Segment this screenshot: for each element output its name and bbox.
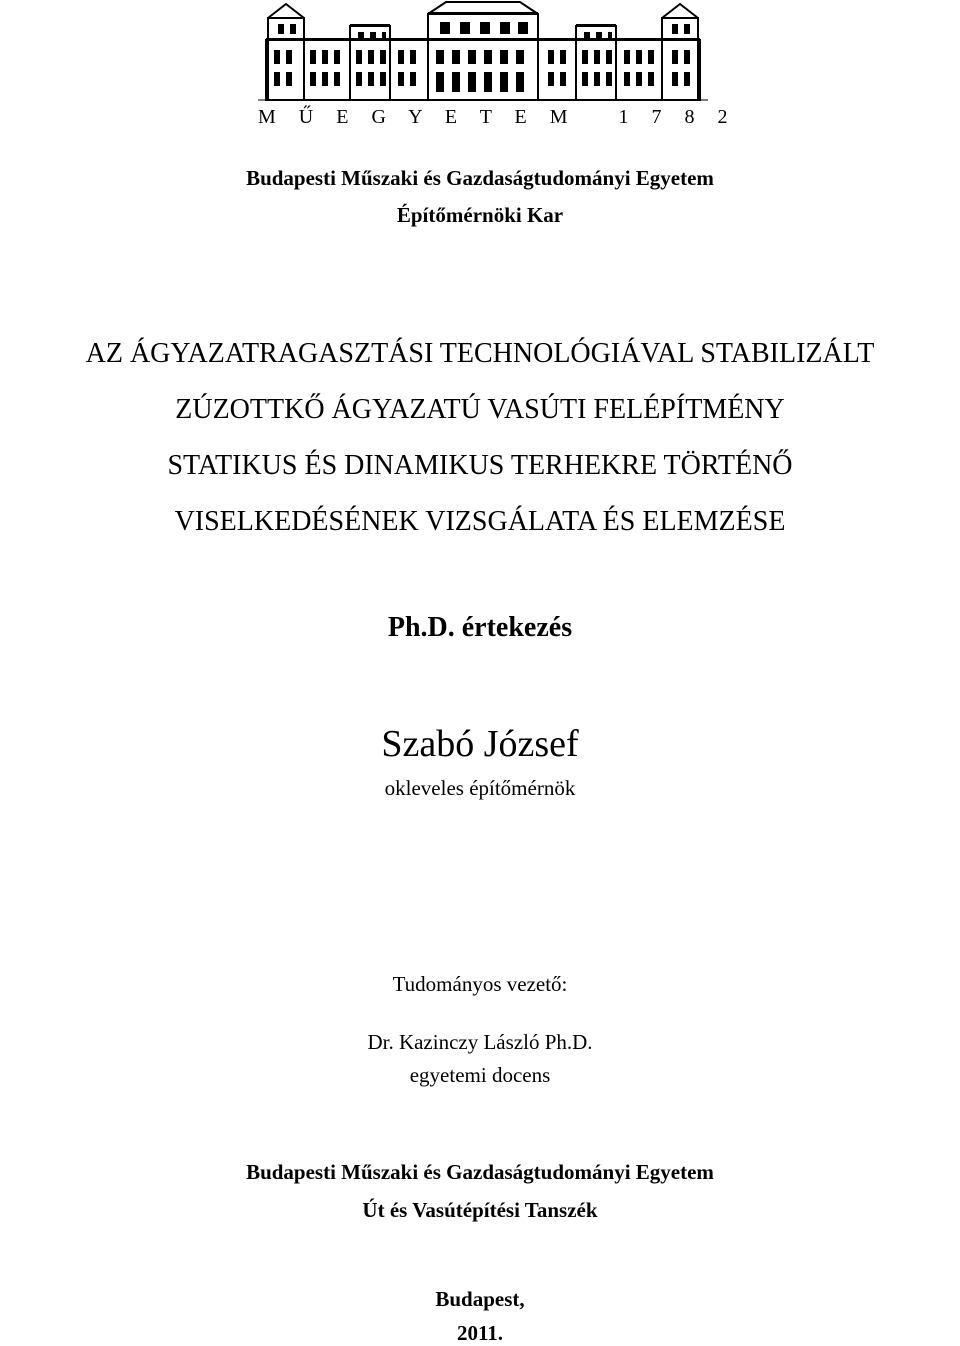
- supervisor-label: Tudományos vezető:: [392, 972, 568, 996]
- university-name: Budapesti Műszaki és Gazdaságtudományi Egyetem: [246, 166, 714, 190]
- supervisor-name: Dr. Kazinczy László Ph.D.: [367, 1030, 593, 1054]
- title-line-2: ZÚZOTTKŐ ÁGYAZATÚ VASÚTI FELÉPÍTMÉNY: [175, 394, 785, 425]
- thesis-type: Ph.D. értekezés: [387, 612, 573, 643]
- title-line-1: AZ ÁGYAZATRAGASZTÁSI TECHNOLÓGIÁVAL STABILIZÁLT: [85, 338, 875, 369]
- footer-university: Budapesti Műszaki és Gazdaságtudományi Egyetem: [246, 1160, 714, 1184]
- footer-city: Budapest,: [435, 1287, 525, 1311]
- title-line-4: VISELKEDÉSÉNEK VIZSGÁLATA ÉS ELEMZÉSE: [174, 506, 786, 537]
- logo-caption: M Ű E G Y E T E M 1 7 8 2: [258, 106, 737, 128]
- author-title: okleveles építőmérnök: [384, 776, 576, 800]
- university-building-logo: [258, 0, 708, 104]
- supervisor-role: egyetemi docens: [409, 1063, 551, 1087]
- footer-department: Út és Vasútépítési Tanszék: [362, 1198, 598, 1222]
- title-line-3: STATIKUS ÉS DINAMIKUS TERHEKRE TÖRTÉNŐ: [167, 450, 793, 481]
- author-name: Szabó József: [381, 723, 579, 765]
- footer-year: 2011.: [456, 1321, 504, 1345]
- faculty-name: Építőmérnöki Kar: [396, 203, 564, 227]
